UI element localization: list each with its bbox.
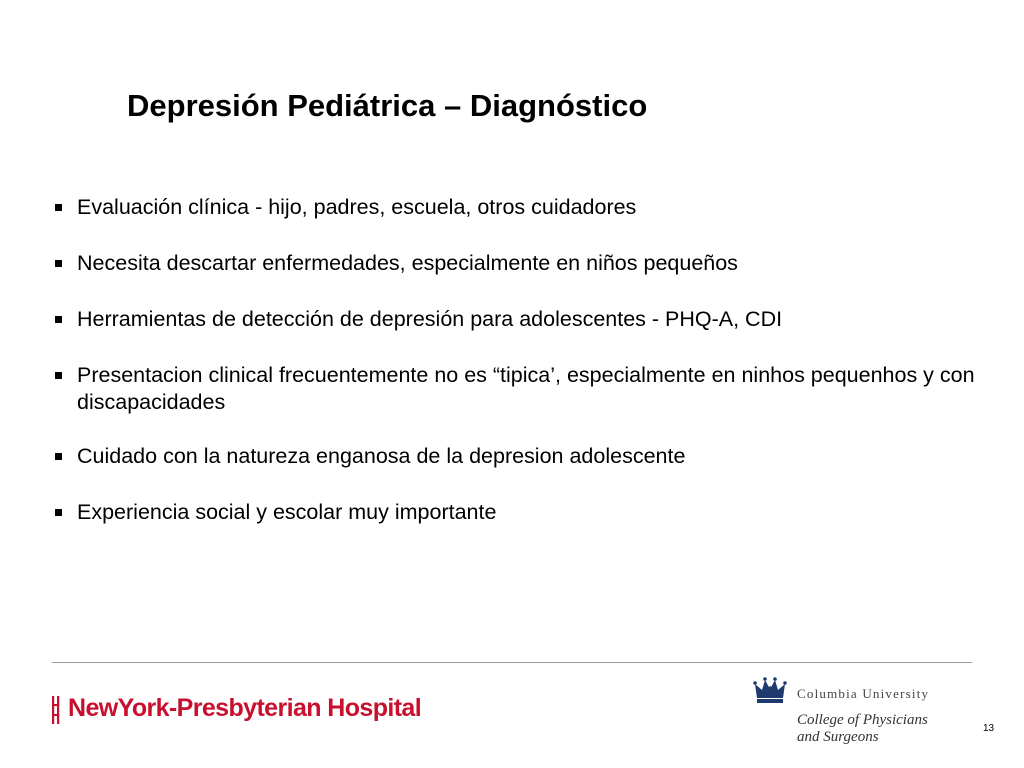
slide-title: Depresión Pediátrica – Diagnóstico bbox=[127, 88, 648, 123]
bullet-text: Presentacion clinical frecuentemente no es “tipica’, especialmente en ninhos pequenhos y con discapacidades bbox=[77, 363, 975, 414]
bullet-list bbox=[52, 194, 992, 526]
columbia-college-name bbox=[797, 712, 957, 746]
square-bullet-icon bbox=[55, 372, 62, 379]
bullet-item bbox=[52, 306, 992, 333]
columbia-university-name: Columbia University bbox=[797, 686, 930, 701]
columbia-crown-icon bbox=[753, 676, 787, 704]
square-bullet-icon bbox=[55, 453, 62, 460]
square-bullet-icon bbox=[55, 316, 62, 323]
bullet-text: Experiencia social y escolar muy importante bbox=[77, 500, 497, 524]
square-bullet-icon bbox=[55, 204, 62, 211]
page-number: 13 bbox=[983, 723, 995, 734]
bullet-item bbox=[52, 250, 992, 277]
bullet-item bbox=[52, 362, 992, 416]
bullet-text: Cuidado con la natureza enganosa de la depresion adolescente bbox=[77, 444, 686, 468]
nyp-logo-mark-icon bbox=[50, 696, 62, 724]
bullet-item bbox=[52, 194, 992, 221]
nyp-logo-text: NewYork-Presbyterian Hospital bbox=[68, 694, 422, 722]
bullet-item bbox=[52, 443, 992, 470]
bullet-text: Necesita descartar enfermedades, especialmente en niños pequeños bbox=[77, 251, 738, 275]
columbia-college-line1: College of Physicians bbox=[797, 712, 928, 728]
bullet-text: Evaluación clínica - hijo, padres, escuela, otros cuidadores bbox=[77, 195, 637, 219]
square-bullet-icon bbox=[55, 260, 62, 267]
columbia-college-line2: and Surgeons bbox=[797, 729, 879, 745]
bullet-text: Herramientas de detección de depresión para adolescentes - PHQ-A, CDI bbox=[77, 307, 783, 331]
bullet-item bbox=[52, 499, 992, 526]
footer-divider bbox=[52, 662, 972, 663]
square-bullet-icon bbox=[55, 509, 62, 516]
